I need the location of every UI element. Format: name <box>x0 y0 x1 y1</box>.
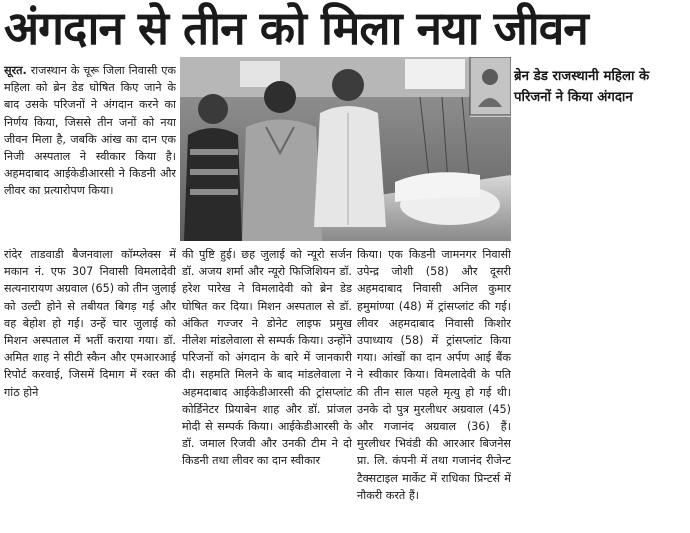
article-column-1 <box>4 246 176 429</box>
hospital-photo-illustration <box>180 57 511 241</box>
article-column-3 <box>357 246 511 533</box>
headline: अंगदान से तीन को मिला नया जीवन <box>4 1 588 55</box>
news-photo <box>180 57 511 241</box>
intro-text: राजस्थान के चूरू जिला निवासी एक महिला को ब्रेन डेड घोषित किए जाने के बाद उसके परिजनों ने अंगदान करने का निर्णय किया, जिससे तीन जनों को नया जीवन मिला है, जबकि आंख का दान एक निजी अस्पताल ने स्वीकार किया है। अहमदाबाद आईकेडीआरसी ने किडनी और लीवर का प्रत्यारोपण किया। <box>4 64 176 198</box>
dateline: सूरत. <box>4 64 27 77</box>
photo-caption: ब्रेन डेड राजस्थानी महिला के परिजनों ने किया अंगदान <box>514 69 650 105</box>
paragraph: किया। एक किडनी जामनगर निवासी उपेन्द्र जोशी (58) और दूसरी अहमदाबाद निवासी अनिल कुमार हमुमांण्या (48) में ट्रांसप्लांट की गई। लीवर अहमदाबाद निवासी किशोर उपाध्याय (58) में ट्रांसप्लांट किया गया। आंखों का दान अर्पण आई बैंक ने स्वीकार किया। विमलादेवी के पति की तीन साल पहले मृत्यु हो गई थी। उनके दो पुत्र मुरलीधर अग्रवाल (45) और गजानंद अग्रवाल (36) हैं। मुरलीधर भिवंडी की आरआर बिजनेस प्रा. लि. कंपनी में तथा गजानंद रीजेन्ट टैक्सटाइल मार्केट में राधिका प्रिन्टर्स में नौकरी करते हैं। <box>357 248 511 502</box>
intro-paragraph <box>4 62 176 245</box>
article-column-2 <box>182 246 352 533</box>
paragraph: की पुष्टि हुई। छह जुलाई को न्यूरो सर्जन डॉ. अजय शर्मा और न्यूरो फिजिशियन डॉ. हरेश पारेख ने विमलादेवी को ब्रेन डेड घोषित कर दिया। मिशन अस्पताल से डॉ. अंकित गज्जर ने डोनेट लाइफ प्रमुख नीलेश मांडलेवाला से सम्पर्क किया। उन्होंने परिजनों को अंगदान के बारे में जानकारी दी। सहमति मिलने के बाद मांडलेवाला ने अहमदाबाद आईकेडीआरसी की ट्रांसप्लांट कोर्डिनेटर प्रियाबेन शाह और डॉ. प्रांजल मोदी से सम्पर्क किया। आईकेडीआरसी के डॉ. जमाल रिजवी और उनकी टीम ने दो किडनी तथा लीवर का दान स्वीकार <box>182 248 352 468</box>
paragraph: रांदेर ताडवाडी बैजनवाला कॉम्प्लेक्स में मकान नं. एफ 307 निवासी विमलादेवी सत्यनारायण अग्रवाल (65) को तीन जुलाई को उल्टी होने से तबीयत बिगड़ गई और वह बेहोश हो गई। उन्हें चार जुलाई को मिशन अस्पताल में भर्ती कराया गया। डॉ. अमित शाह ने सीटी स्कैन और एमआरआई रिपोर्ट करवाई, जिसमें दिमाग में रक्त की गांठ होने <box>4 248 176 399</box>
